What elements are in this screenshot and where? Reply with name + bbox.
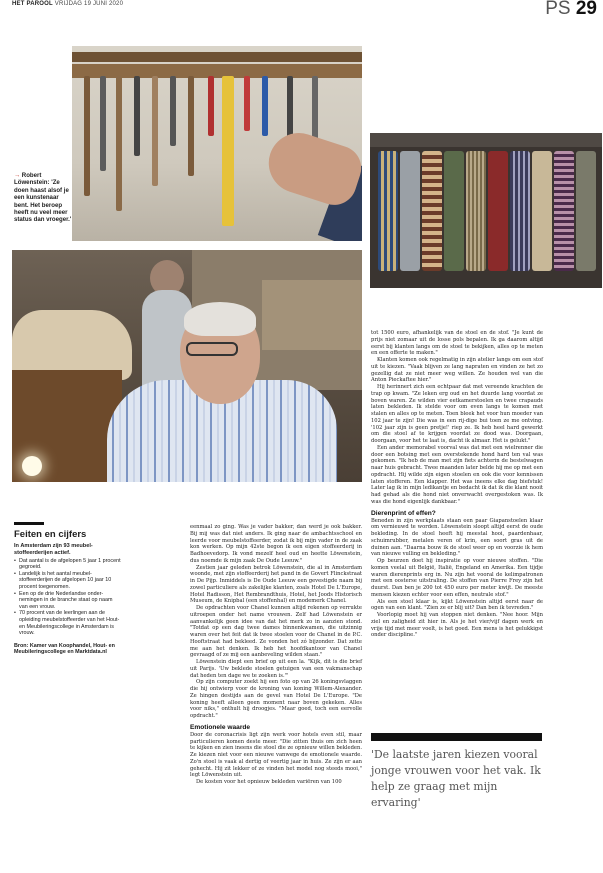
paragraph: Door de coronacrisis ligt zijn werk voor hotels even stil, maar particulieren komen deste meer. "Die zitten thuis om zich heen te kijken en zien ineens die stoel die ze opnieuw willen bekleden. Ze kiezen niet voor een nieuwe vanwege de emotionele waarde. Zo'n stoel is vaak al dertig of veertig jaar in huis. Ze zijn er aan gehecht. Hij zit lekker of ze vinden het model nog steeds mooi," legt Löwenstein uit. — [190, 731, 362, 779]
pull-quote — [371, 733, 543, 811]
photo-fabric-rolls — [370, 133, 602, 288]
paragraph: Beneden in zijn werkplaats staan een paar Giapanstoelen klaar om vernieuwd te worden. Löwenstein sloopt altijd eerst de oude bekleding. In de stoel heeft hij meestal hooi, paardenhaar, schuimrubber, metalen veren of krin, een soort gras uit de duinen aan. "Daarna bouw ik de stoel weer op en voorzie ik hem van nieuwe vulling en bekleding." — [371, 517, 543, 558]
subheading: Dierenprint of effen? — [371, 509, 436, 517]
paragraph: tot 1500 euro, afhankelijk van de stoel en de stof. "Je kunt de prijs niet zomaar uit de losse pols bepalen. Ik ga daarom altijd eerst bij klanten langs om de stoel te bekijken, alles op te meten en een offerte te maken." — [371, 330, 543, 357]
page-number: 29 — [575, 0, 597, 19]
section-name: PS — [545, 0, 571, 19]
article-column-2 — [371, 330, 543, 639]
photo-craftsman — [12, 250, 362, 482]
paragraph: Op zijn computer zoekt hij een foto op van 26 koningsvlaggen die hij ontwierp voor de kroning van koning Willem-Alexander. Ze hingen destijds aan de gevel van Hotel De L'Europe. "De koning heeft alleen geen moment naar boven gekeken. Alles voor niks," onthult hij droogjes. "Maar goed, toch een eervolle opdracht." — [190, 679, 362, 719]
facts-item: • Dat aantal is de afgelopen 5 jaar 1 procent gegroeid. — [14, 558, 122, 571]
masthead-paper-date — [12, 1, 123, 7]
pull-quote-rule — [371, 733, 542, 741]
masthead — [12, 0, 597, 22]
article-column-1 — [190, 524, 362, 786]
caption-arrow: → — [14, 172, 21, 179]
paragraph: Op beurzen doet hij inspiratie op voor nieuwe stoffen. "Die komen veelal uit België, Italië, Engeland en Amerika. Een tijdje waren dierenprints erg in. Nu zijn het vooral de kelimpatronen met een oosterse uitstraling. De stoffen van Pierre Frey zijn het duurst. Dan ben je 200 tot 450 euro per meter kwijt. De meeste mensen kiezen echter voor een effen, neutrale stof." — [371, 558, 543, 598]
facts-item: • Een op de drie Nederlandse onder-nemingen in de branche staat op naam van een vrouw. — [14, 591, 122, 611]
paragraph: Een ander memorabel voorval was dat met een wielrenner die door een botsing met een overstekende hond hard ten val was gekomen. "Ik heb de man met zijn fiets achterin de bestelwagen naar huis gebracht. Twee maanden later belde hij me op met een opdracht. Hij wilde zijn eigen stoelen en ook die voor kennissen laten stofferen. Een klapper. Het was ineens elke dag biefstuk! Later lag ik in mijn ledikantje en bedacht ik dat ik die klant nooit had gehad als die hond niet onverwacht overgestoken was. Ik was die hond eigenlijk dankbaar." — [371, 444, 543, 505]
facts-source: Bron: Kamer van Koophandel, Hout- en Meubileringscollege en Marktdata.nl — [14, 642, 115, 656]
facts-intro: In Amsterdam zijn 93 meubel-stoffeerderijen actief. — [14, 543, 93, 556]
facts-title: Feiten en cijfers — [14, 529, 87, 540]
paragraph: Löwenstein diept een brief op uit een la. "Kijk, dit is die brief uit Parijs. 'Uw beklede stoelen getuigen van een vakmanschap dat heden ten dage we te zoeken is.'" — [190, 659, 362, 679]
facts-list — [14, 558, 122, 637]
caption-text: Robert Löwenstein: 'Ze doen haast alsof je een kunstenaar bent. Het beroep heeft nu veel meer status dan vroeger.' — [14, 172, 72, 224]
newspaper-name: HET PAROOL — [12, 1, 53, 7]
paragraph: De opdrachten voor Chanel kunnen altijd rekenen op verrukte uitroepen onder het name vrouwen. Zelf had Löwenstein er aanvankelijk geen idee van dat het merk zo in aanzien stond. "Totdat op een dag twee dames binnenkwamen, die uitzinnig waren over het feit dat ik twee stoelen voor de Chanel in de P.C. Hooftstraat had bekleed. Ze vonden het zó bijzonder. Dat zette me aan het denken. Ik heb het hoofdkantoor van Chanel gevraagd of ze mij een aanbeveling wilden staan." — [190, 605, 362, 659]
facts-rule — [14, 522, 44, 525]
paragraph: eenmaal zo ging. Was je vader bakker, dan werd je ook bakker. Bij mij was dat niet anders. Ik ging naar de ambachtsschool en leerde voor meubelstoffeerder, zodat ik bij mijn vader in de zaak kon werken. Op mijn 42ste begon ik een eigen stoffeerderij in Badhoevedorp. Ik vond mezelf heel oud en heette Löwenstein, dus noemde ik mijn zaak De Oude Leeuw." — [190, 524, 362, 564]
paragraph: Hij herinnert zich een echtpaar dat met vereende krachten de trap op kwam. "Ze leken erg oud en het duurde lang voordat ze boven waren. Ze wilden vier eetkamerstoelen en twee crapauds laten bekleden. Ik stelde voor om even langs te komen met stalen en alles op te meten. Toen bleek het voor hun moeder van 102 jaar te zijn! Die was in een rij-dige bui toen ze me ontving. '102 jaar zijn is geen pretje!' riep ze. Ik heb heel hard gewerkt om die stoel af te krijgen voordat ze dood was. Doorgaan, doorgaan, voor het te laat is, dacht ik almaar. Het is gelukt." — [371, 384, 543, 444]
pull-quote-text: 'De laatste jaren kiezen vooral jonge vrouwen voor het vak. Ik help ze graag met mijn ervaring' — [371, 748, 541, 809]
facts-item: • Landelijk is het aantal meubel-stoffeerderijen de afgelopen 10 jaar 10 procent toegenomen. — [14, 571, 122, 591]
photo-tool-wall — [72, 46, 362, 241]
paragraph: Voorlopig moet hij van stoppen niet denken. "Nee hoor. Mijn ziel en zaligheid zit hier in. Als je het vier/vijf dagen werk en vrije tijd met meer voelt, is het goed. Een mens is het gelukkigst onder discipline." — [371, 612, 543, 639]
page-marker — [545, 0, 597, 20]
paragraph: Als een stoel klaar is, kijkt Löwenstein altijd eerst naar de ogen van een klant. "Zien ze er blij uit? Dan ben ik tevreden." — [371, 598, 543, 612]
paragraph: De kosten voor het opnieuw bekleden variëren van 100 — [196, 779, 342, 785]
photo-caption — [14, 172, 74, 224]
facts-sidebar — [14, 522, 122, 656]
paragraph: Klanten komen ook regelmatig in zijn atelier langs om een stof uit te kiezen. "Vaak blijven ze lang napraten en vinden ze het zo gezellig dat ze niet meer weg willen. Ze houden wel van die Anton Pieckaftee hier." — [371, 357, 543, 384]
paragraph: Zestien jaar geleden betrok Löwenstein, die al in Amsterdam woonde, met zijn stoffeerderij het pand in de Govert Flinckstraat in De Pijp. Inmiddels is De Oude Leeuw een gevestigde naam bij zowel particuliere als zakelijke klanten, zoals Hotel De L'Europe, Hotel Radisson, Het Rembrandthuis, Hotel, het Joods Historisch Museum, de Knipbal (een stoffenhal) en modemerk Chanel. — [190, 564, 362, 605]
issue-date: VRIJDAG 19 JUNI 2020 — [54, 1, 124, 7]
subheading: Emotionele waarde — [190, 723, 251, 731]
facts-item: • 70 procent van de leerlingen aan de opleiding meubelstoffeerder van het Hout- en Meubileringscollege in Amsterdam is vrouw. — [14, 610, 122, 636]
